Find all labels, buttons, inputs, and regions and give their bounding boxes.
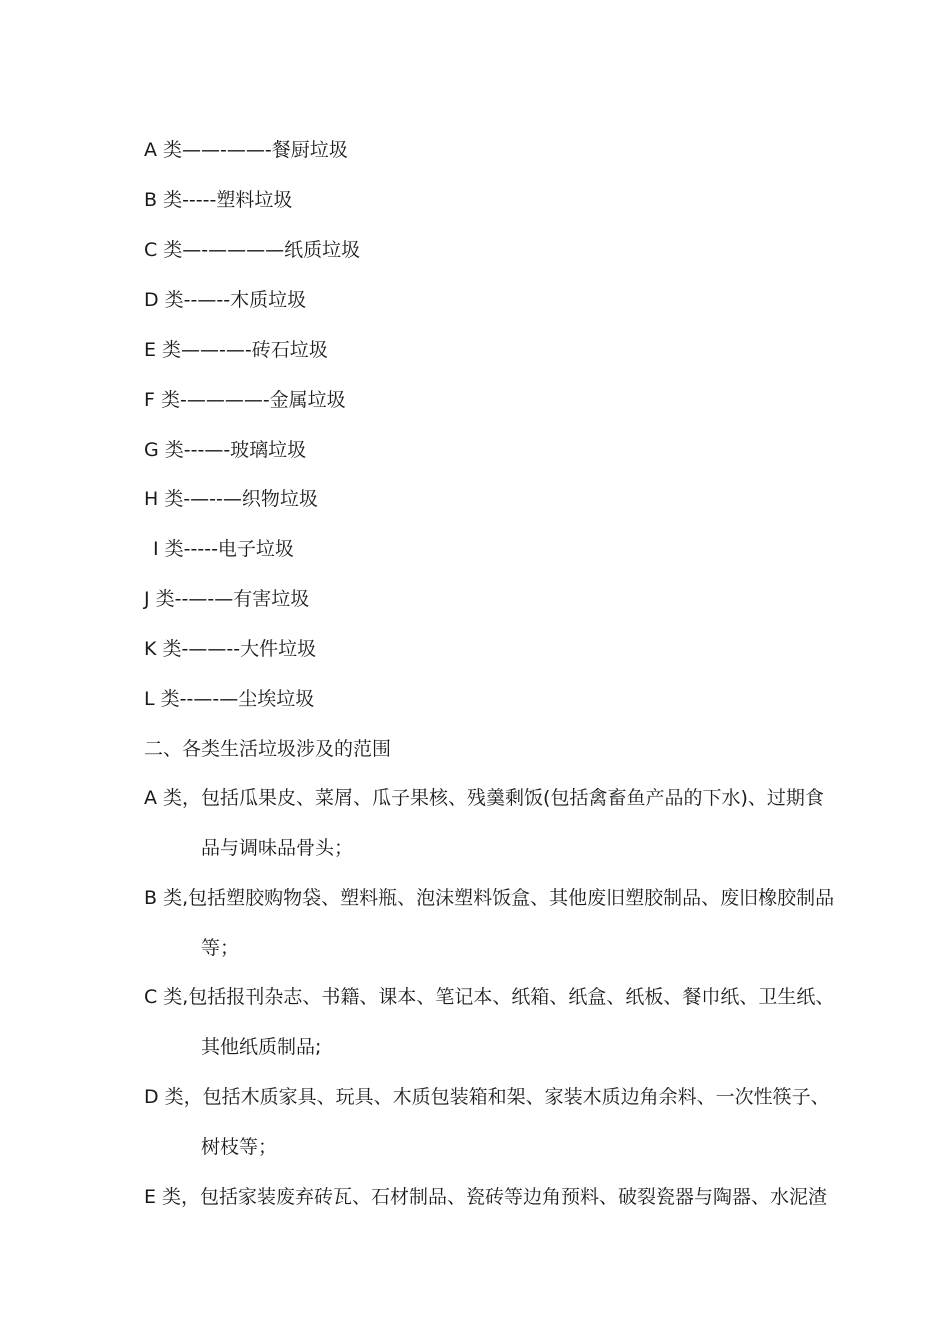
category-e: E 类——-—-砖石垃圾 xyxy=(144,339,328,361)
category-g: G 类---—-玻璃垃圾 xyxy=(144,439,307,461)
category-d: D 类--—--木质垃圾 xyxy=(144,289,307,311)
category-k: K 类-——--大件垃圾 xyxy=(144,638,317,660)
scope-d-line-2: 树枝等； xyxy=(201,1136,278,1158)
category-l: L 类--—-—尘埃垃圾 xyxy=(144,688,315,710)
scope-e-line-1: E 类，包括家装废弃砖瓦、石材制品、瓷砖等边角预料、破裂瓷器与陶器、水泥渣 xyxy=(144,1186,828,1208)
category-a: A 类——-——-餐厨垃圾 xyxy=(144,139,348,161)
category-c: C 类—-————纸质垃圾 xyxy=(144,239,361,261)
section-heading: 二、各类生活垃圾涉及的范围 xyxy=(144,738,392,760)
scope-a-line-1: A 类，包括瓜果皮、菜屑、瓜子果核、残羹剩饭(包括禽畜鱼产品的下水)、过期食 xyxy=(144,787,824,809)
scope-c-line-2: 其他纸质制品; xyxy=(201,1036,322,1058)
scope-b-line-1: B 类,包括塑胶购物袋、塑料瓶、泡沫塑料饭盒、其他废旧塑胶制品、废旧橡胶制品 xyxy=(144,887,835,909)
category-i: I 类-----电子垃圾 xyxy=(153,538,294,560)
category-h: H 类-—--—织物垃圾 xyxy=(144,488,318,510)
category-f: F 类-————-金属垃圾 xyxy=(144,389,346,411)
scope-a-line-2: 品与调味品骨头； xyxy=(201,837,354,859)
category-b: B 类-----塑料垃圾 xyxy=(144,189,293,211)
scope-c-line-1: C 类,包括报刊杂志、书籍、课本、笔记本、纸箱、纸盒、纸板、餐巾纸、卫生纸、 xyxy=(144,986,835,1008)
scope-b-line-2: 等； xyxy=(201,937,240,959)
category-j: J 类--—-—有害垃圾 xyxy=(144,588,310,610)
scope-d-line-1: D 类，包括木质家具、玩具、木质包装箱和架、家装木质边角余料、一次性筷子、 xyxy=(144,1086,830,1108)
